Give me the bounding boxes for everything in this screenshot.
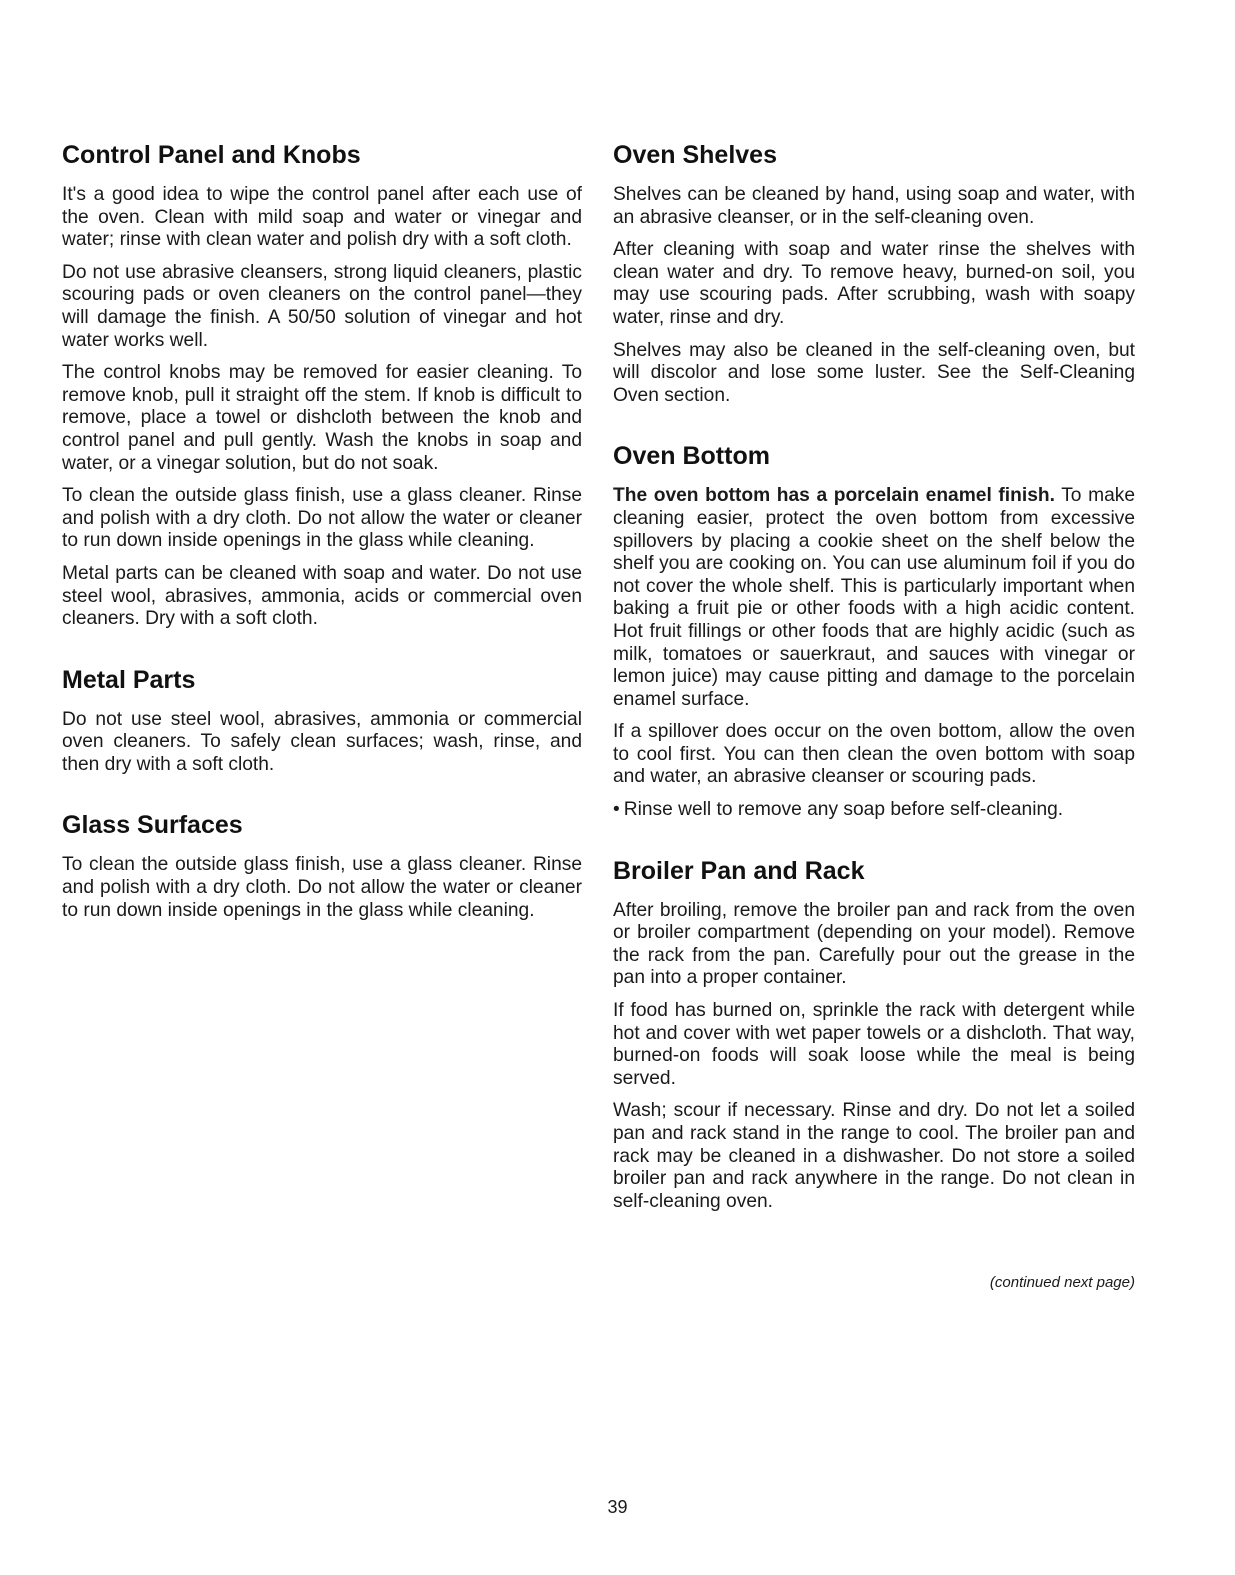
paragraph: To clean the outside glass finish, use a glass cleaner. Rinse and polish with a dry cloth. Do not allow the water or cleaner to run down inside openings in the glass while cleaning.	[62, 854, 582, 921]
section-title: Oven Bottom	[613, 442, 770, 471]
paragraph	[613, 485, 1135, 711]
paragraph: Do not use steel wool, abrasives, ammonia or commercial oven cleaners. To safely clean surfaces; wash, rinse, and then dry with a soft cloth.	[62, 708, 582, 775]
paragraph: It's a good idea to wipe the control panel after each use of the oven. Clean with mild soap and water or vinegar and water; rinse with clean water and polish dry with a soft cloth.	[62, 184, 582, 251]
section-metal-parts	[62, 665, 582, 777]
paragraph: To clean the outside glass finish, use a glass cleaner. Rinse and polish with a dry cloth. Do not allow the water or cleaner to run down inside openings in the glass while cleaning.	[62, 485, 582, 552]
left-column	[62, 140, 582, 956]
continued-note: (continued next page)	[989, 1274, 1135, 1291]
paragraph: Do not use abrasive cleansers, strong liquid cleaners, plastic scouring pads or oven cleaners on the control panel—they will damage the finish. A 50/50 solution of vinegar and hot water works well.	[62, 261, 582, 351]
paragraph: After broiling, remove the broiler pan and rack from the oven or broiler compartment (depending on your model). Remove the rack from the pan. Carefully pour out the grease in the pan into a proper container.	[613, 899, 1135, 989]
section-title: Glass Surfaces	[62, 811, 243, 840]
section-control-panel	[62, 140, 582, 631]
paragraph: The control knobs may be removed for easier cleaning. To remove knob, pull it straight off the stem. If knob is difficult to remove, place a towel or dishcloth between the knob and control panel and pull gently. Wash the knobs in soap and water, or a vinegar solution, but do not soak.	[62, 362, 582, 474]
paragraph: If food has burned on, sprinkle the rack with detergent while hot and cover with wet paper towels or a dishcloth. That way, burned-on foods will soak loose while the meal is being served.	[613, 1000, 1135, 1089]
section-title: Broiler Pan and Rack	[613, 856, 865, 885]
right-column	[613, 140, 1135, 1247]
section-title: Oven Shelves	[613, 141, 777, 169]
section-title: Control Panel and Knobs	[62, 141, 361, 169]
section-glass-surfaces	[62, 810, 582, 922]
bullet-item	[613, 799, 1135, 822]
section-oven-shelves	[613, 140, 1135, 407]
paragraph: Shelves may also be cleaned in the self-cleaning oven, but will discolor and lose some luster. See the Self-Cleaning Oven section.	[613, 339, 1135, 406]
section-title: Metal Parts	[62, 665, 196, 694]
paragraph: If a spillover does occur on the oven bottom, allow the oven to cool first. You can then clean the oven bottom with soap and water, an abrasive cleanser or scouring pads.	[613, 721, 1135, 788]
lead-sentence: The oven bottom has a porcelain enamel finish.	[613, 485, 1055, 507]
bullet-text: Rinse well to remove any soap before self-cleaning.	[623, 799, 1064, 821]
paragraph: Wash; scour if necessary. Rinse and dry. Do not let a soiled pan and rack stand in the range to cool. The broiler pan and rack may be cleaned in a dishwasher. Do not store a soiled broiler pan and rack anywhere in the range. Do not clean in self-cleaning oven.	[613, 1100, 1135, 1212]
page-number: 39	[607, 1497, 628, 1517]
paragraph-rest: To make cleaning easier, protect the oven bottom from excessive spillovers by placing a cookie sheet on the shelf below the shelf you are cooking on. You can use aluminum foil if you do not cover the whole shelf. This is particularly important when baking a fruit pie or other foods with a high acidic content. Hot fruit fillings or other foods that are highly acidic (such as milk, tomatoes or sauerkraut, and sauces with vinegar or lemon juice) may cause pitting and damage to the porcelain enamel surface.	[613, 485, 1136, 710]
paragraph: Metal parts can be cleaned with soap and water. Do not use steel wool, abrasives, ammonia, acids or commercial oven cleaners. Dry with a soft cloth.	[62, 562, 582, 630]
bullet-icon: •	[613, 799, 620, 821]
section-broiler-pan	[613, 856, 1135, 1214]
paragraph: After cleaning with soap and water rinse the shelves with clean water and dry. To remove heavy, burned-on soil, you may use scouring pads. After scrubbing, wash with soapy water, rinse and dry.	[613, 239, 1135, 328]
paragraph: Shelves can be cleaned by hand, using soap and water, with an abrasive cleanser, or in the self-cleaning oven.	[613, 184, 1135, 228]
section-oven-bottom	[613, 441, 1135, 821]
